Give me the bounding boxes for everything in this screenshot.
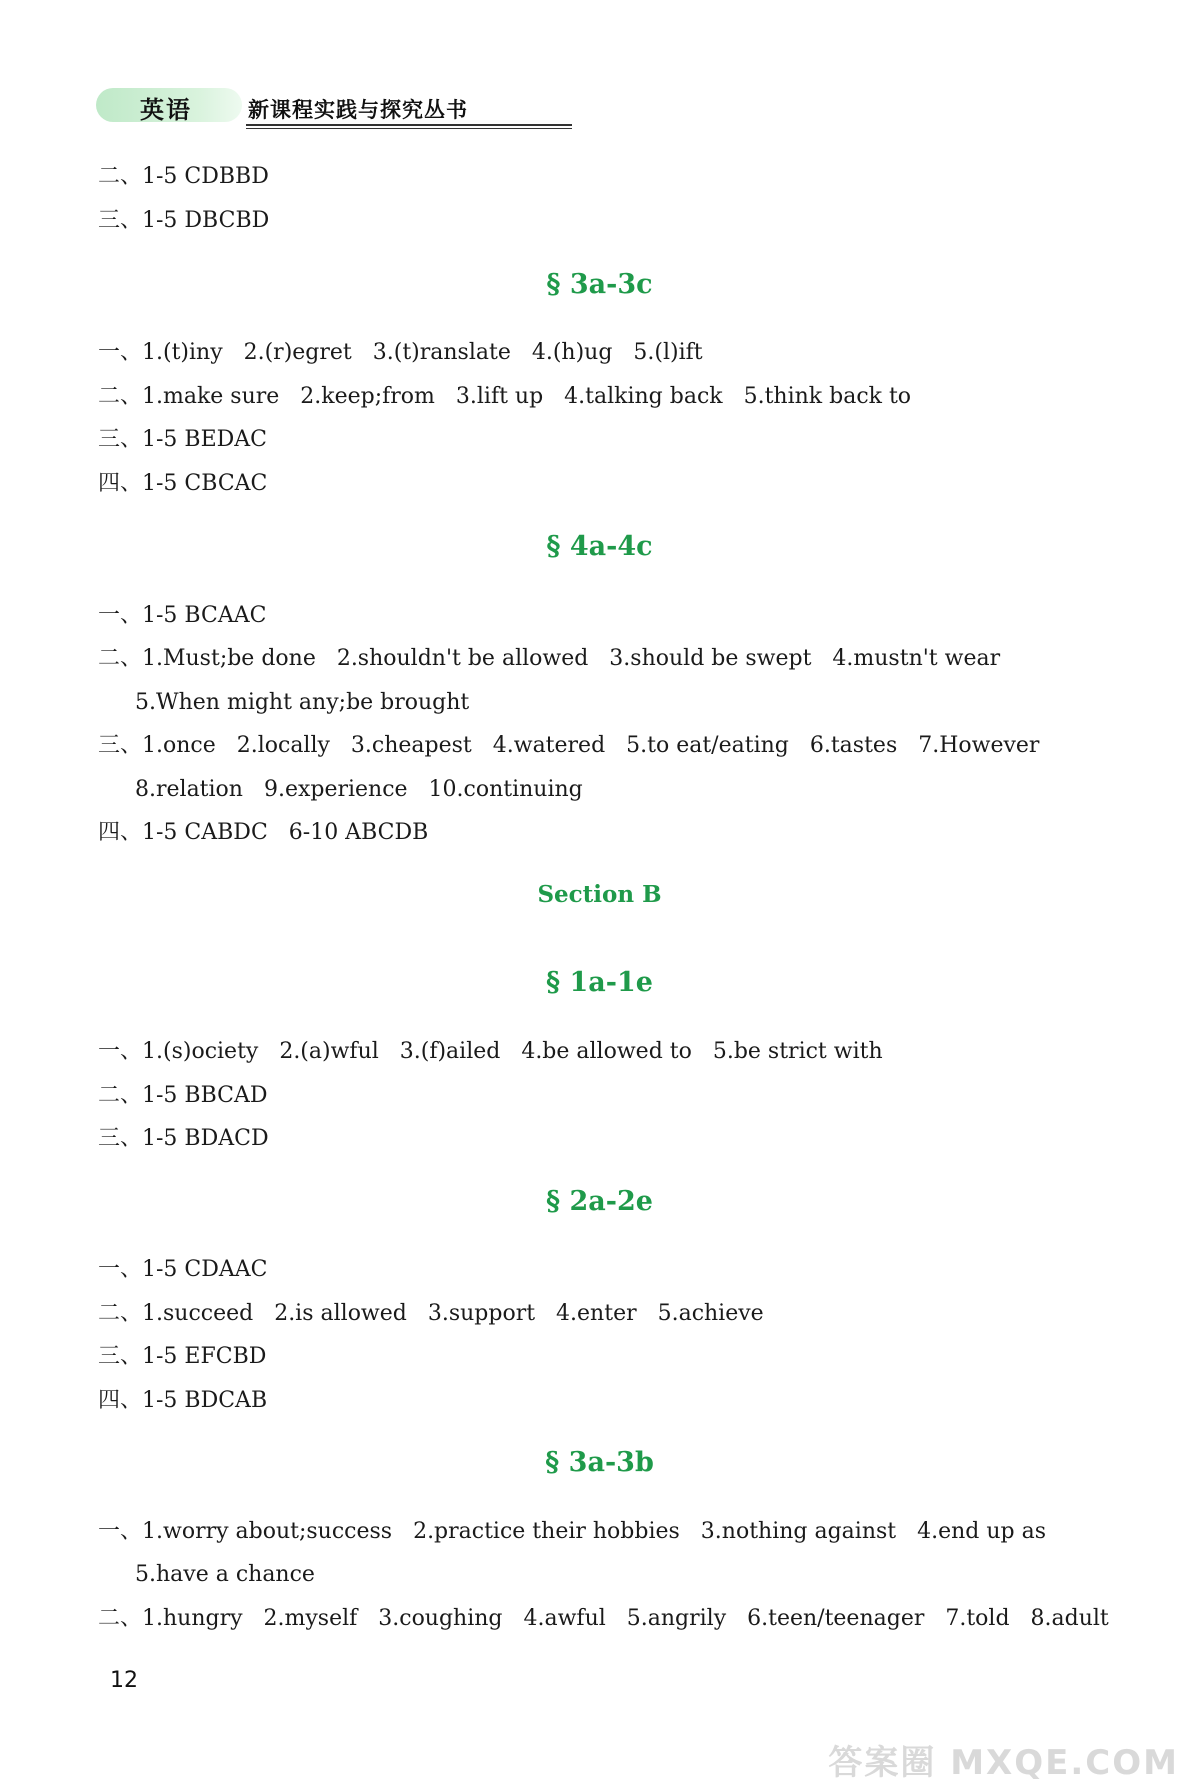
answer-line: 8.relation 9.experience 10.continuing xyxy=(135,777,583,802)
answer-line: 三、1-5 BEDAC xyxy=(98,427,268,452)
page-header xyxy=(96,86,476,126)
answer-line: 一、1-5 BCAAC xyxy=(98,603,267,628)
answer-line: 三、1-5 BDACD xyxy=(98,1126,269,1151)
answer-line: 二、1.Must;be done 2.shouldn't be allowed 3.should be swept 4.mustn't wear xyxy=(98,646,1001,671)
answer-line: 二、1-5 CDBBD xyxy=(98,164,269,189)
answer-line: 二、1.hungry 2.myself 3.coughing 4.awful 5.angrily 6.teen/teenager 7.told 8.adult xyxy=(98,1606,1109,1631)
section-heading: § 1a-1e xyxy=(546,967,653,998)
section-heading: § 2a-2e xyxy=(546,1186,653,1217)
answer-line: 四、1-5 CBCAC xyxy=(98,471,268,496)
series-title: 新课程实践与探究丛书 xyxy=(248,98,468,122)
answer-line: 四、1-5 CABDC 6-10 ABCDB xyxy=(98,820,429,845)
section-heading: Section B xyxy=(537,881,662,908)
section-heading: § 3a-3b xyxy=(545,1447,654,1478)
section-heading: § 3a-3c xyxy=(546,269,653,300)
subject-label: 英语 xyxy=(140,96,192,124)
answer-line: 二、1-5 BBCAD xyxy=(98,1083,268,1108)
answer-line: 二、1.make sure 2.keep;from 3.lift up 4.talking back 5.think back to xyxy=(98,384,912,409)
answer-line: 5.have a chance xyxy=(135,1562,315,1587)
answer-line: 一、1.(s)ociety 2.(a)wful 3.(f)ailed 4.be allowed to 5.be strict with xyxy=(98,1039,883,1064)
section-heading: § 4a-4c xyxy=(546,531,653,562)
answer-line: 三、1-5 EFCBD xyxy=(98,1344,267,1369)
header-rule-thin xyxy=(246,128,572,129)
answer-line: 三、1-5 DBCBD xyxy=(98,208,270,233)
header-rule xyxy=(246,124,572,126)
answer-line: 二、1.succeed 2.is allowed 3.support 4.enter 5.achieve xyxy=(98,1301,764,1326)
answer-line: 四、1-5 BDCAB xyxy=(98,1388,268,1413)
answer-line: 一、1-5 CDAAC xyxy=(98,1257,268,1282)
answer-line: 一、1.(t)iny 2.(r)egret 3.(t)ranslate 4.(h)ug 5.(l)ift xyxy=(98,340,703,365)
answer-line: 三、1.once 2.locally 3.cheapest 4.watered 5.to eat/eating 6.tastes 7.However xyxy=(98,733,1040,758)
answer-line: 5.When might any;be brought xyxy=(135,690,470,715)
watermark: 答案圈 MXQE.COM xyxy=(828,1743,1179,1783)
page-number: 12 xyxy=(110,1668,138,1693)
answer-line: 一、1.worry about;success 2.practice their hobbies 3.nothing against 4.end up as xyxy=(98,1519,1047,1544)
